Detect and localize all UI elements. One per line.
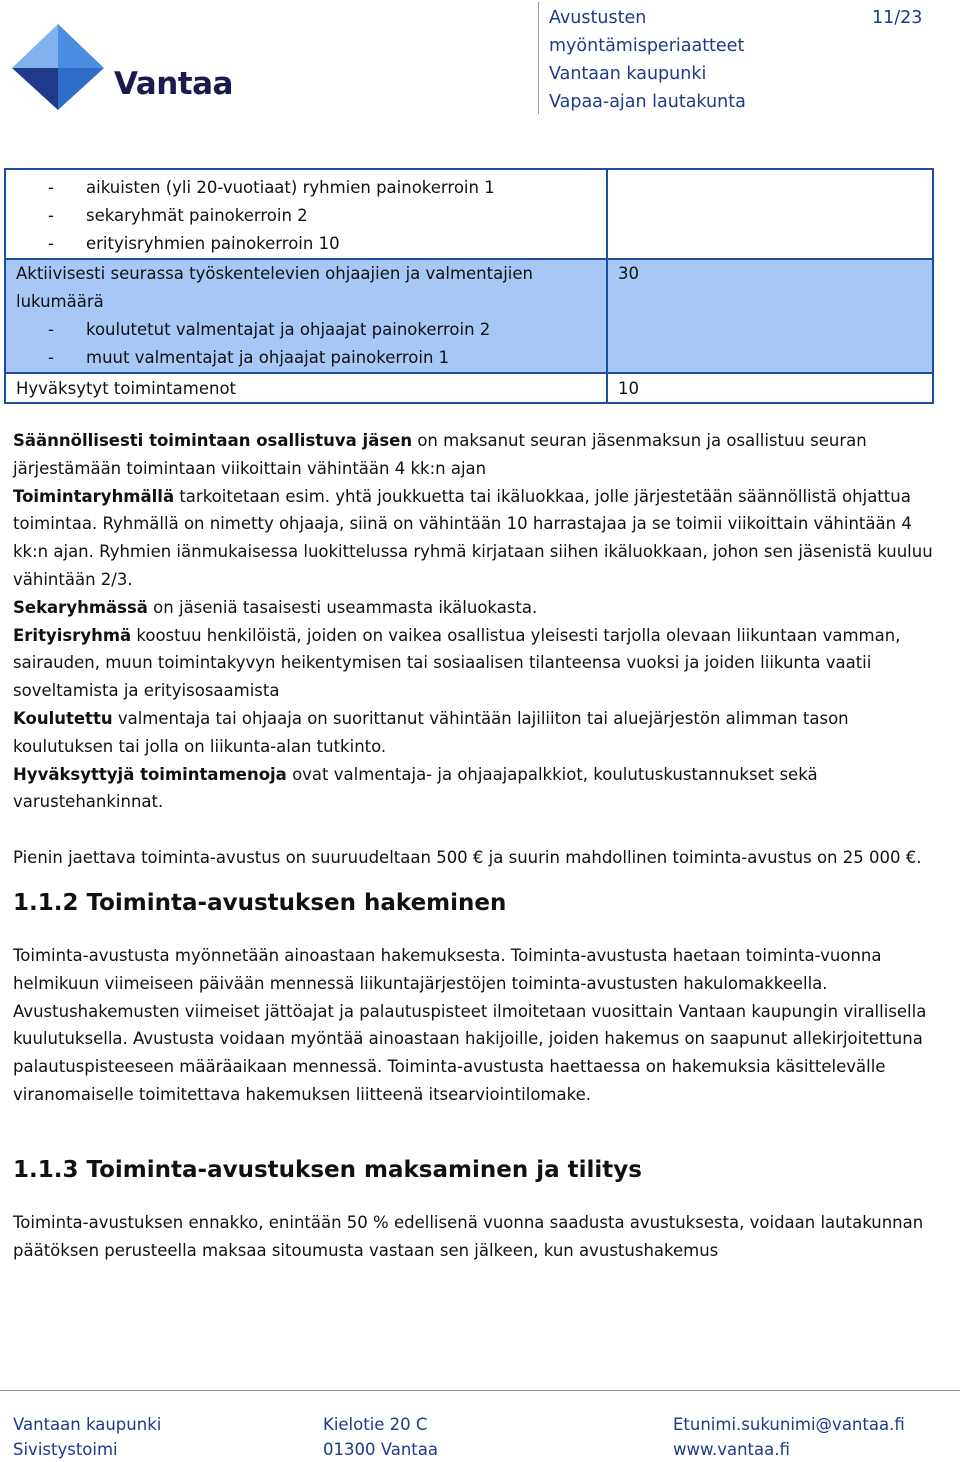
paragraph: Koulutettu valmentaja tai ohjaaja on suorittanut vähintään lajiliiton tai aluejärjestön alimman tason koulutuksen tai jolla on liikunta-alan tutkinto.	[13, 708, 849, 756]
footer-col-address	[323, 1412, 438, 1462]
list-item: - sekaryhmät painokerroin 2	[48, 206, 308, 225]
term: Erityisryhmä	[13, 625, 132, 645]
section-heading: 1.1.2 Toiminta-avustuksen hakeminen	[13, 889, 507, 916]
footer-line: Etunimi.sukunimi@vantaa.fi	[673, 1415, 905, 1434]
table-row	[5, 373, 933, 403]
header-info-line: Vapaa-ajan lautakunta	[549, 92, 746, 112]
term: Säännöllisesti toimintaan osallistuva jäsen	[13, 431, 413, 450]
header-divider	[538, 2, 539, 114]
table-cell	[607, 259, 933, 373]
row-value: 30	[618, 264, 639, 283]
paragraph: Pienin jaettava toiminta-avustus on suuruudeltaan 500 € ja suurin mahdollinen toiminta-avustus on 25 000 €.	[13, 848, 922, 868]
term: Sekaryhmässä	[13, 597, 148, 617]
paragraph: Erityisryhmä koostuu henkilöistä, joiden on vaikea osallistua yleisesti tarjolla olevaan liikuntaan vamman, sairauden, muun toimintakyvyn heikentymisen tai sosiaalisen tilanteensa vuoksi ja joiden liikunta vaatii soveltamista ja erityisosaamista	[13, 625, 901, 701]
footer-col-org	[13, 1412, 161, 1462]
list-item: - koulutetut valmentajat ja ohjaajat painokerroin 2	[48, 320, 491, 339]
logo-text: Vantaa	[114, 66, 233, 102]
footer-line: Sivistystoimi	[13, 1440, 118, 1459]
term: Koulutettu	[13, 708, 113, 728]
criteria-table	[4, 168, 934, 404]
table-cell	[607, 373, 933, 403]
table-row	[5, 169, 933, 259]
header-info-line: myöntämisperiaatteet	[549, 36, 745, 56]
paragraph: Toiminta-avustuksen ennakko, enintään 50 % edellisenä vuonna saadusta avustuksesta, voidaan lautakunnan päätöksen perusteella maksaa sitoumusta vastaan sen jälkeen, kun avustushakemus	[13, 1212, 924, 1260]
footer-col-contact	[673, 1412, 905, 1462]
paragraph: Sekaryhmässä on jäseniä tasaisesti useammasta ikäluokasta.	[13, 597, 538, 617]
page-number: 11/23	[872, 8, 923, 28]
term: Toimintaryhmällä	[13, 486, 175, 506]
page-header	[0, 0, 960, 120]
header-info-line: Avustusten	[549, 8, 647, 28]
row-title: lukumäärä	[16, 292, 104, 311]
footer-divider	[0, 1390, 960, 1391]
table-row	[5, 259, 933, 373]
list-item: - erityisryhmien painokerroin 10	[48, 234, 340, 253]
footer-line: 01300 Vantaa	[323, 1440, 439, 1459]
vantaa-logo	[10, 22, 250, 112]
document-body	[13, 427, 933, 1264]
table-cell	[5, 373, 607, 403]
paragraph: Säännöllisesti toimintaan osallistuva jäsen on maksanut seuran jäsenmaksun ja osallistuu seuran järjestämään toimintaan viikoittain vähintään 4 kk:n ajan	[13, 431, 867, 478]
vantaa-logo-icon	[10, 22, 110, 112]
table-cell	[5, 259, 607, 373]
list-item: - aikuisten (yli 20-vuotiaat) ryhmien painokerroin 1	[48, 178, 495, 197]
paragraph: Toiminta-avustusta myönnetään ainoastaan hakemuksesta. Toiminta-avustusta haetaan toiminta-vuonna helmikuun viimeiseen päivään mennessä liikuntajärjestöjen toiminta-avustusten hakulomakkeella. Avustushakemusten viimeiset jättöajat ja palautuspisteet ilmoitetaan vuosittain Vantaan kaupungin virallisella kuulutuksella. Avustusta voidaan myöntää ainoastaan hakijoille, joiden hakemus on saapunut allekirjoitettuna palautuspisteeseen määräaikaan mennessä. Toiminta-avustusta haettaessa on hakemuksia käsittelevälle viranomaiselle toimitettava hakemuksen liitteenä itsearviointilomake.	[13, 945, 927, 1104]
row-title: Aktiivisesti seurassa työskentelevien ohjaajien ja valmentajien	[16, 264, 534, 283]
row-label: Hyväksytyt toimintamenot	[16, 379, 237, 398]
footer-line: Vantaan kaupunki	[13, 1415, 162, 1434]
table-cell	[607, 169, 933, 259]
row-value: 10	[618, 379, 639, 398]
section-heading: 1.1.3 Toiminta-avustuksen maksaminen ja tilitys	[13, 1156, 642, 1183]
header-info	[549, 4, 746, 116]
list-item: - muut valmentajat ja ohjaajat painokerroin 1	[48, 348, 450, 367]
paragraph: Hyväksyttyjä toimintamenoja ovat valmentaja- ja ohjaajapalkkiot, koulutuskustannukset sekä varustehankinnat.	[13, 764, 818, 812]
paragraph: Toimintaryhmällä tarkoitetaan esim. yhtä joukkuetta tai ikäluokkaa, jolle järjestetään säännöllistä ohjattua toimintaa. Ryhmällä on nimetty ohjaaja, siinä on vähintään 10 harrastajaa ja se toimii viikoittain vähintään 4 kk:n ajan. Ryhmien iänmukaisessa luokittelussa ryhmä kirjataan siihen ikäluokkaan, johon sen jäsenistä kuuluu vähintään 2/3.	[13, 486, 933, 589]
header-info-line: Vantaan kaupunki	[549, 64, 707, 84]
footer-line: www.vantaa.fi	[673, 1440, 790, 1459]
term: Hyväksyttyjä toimintamenoja	[13, 764, 287, 784]
table-cell	[5, 169, 607, 259]
footer-line: Kielotie 20 C	[323, 1415, 428, 1434]
